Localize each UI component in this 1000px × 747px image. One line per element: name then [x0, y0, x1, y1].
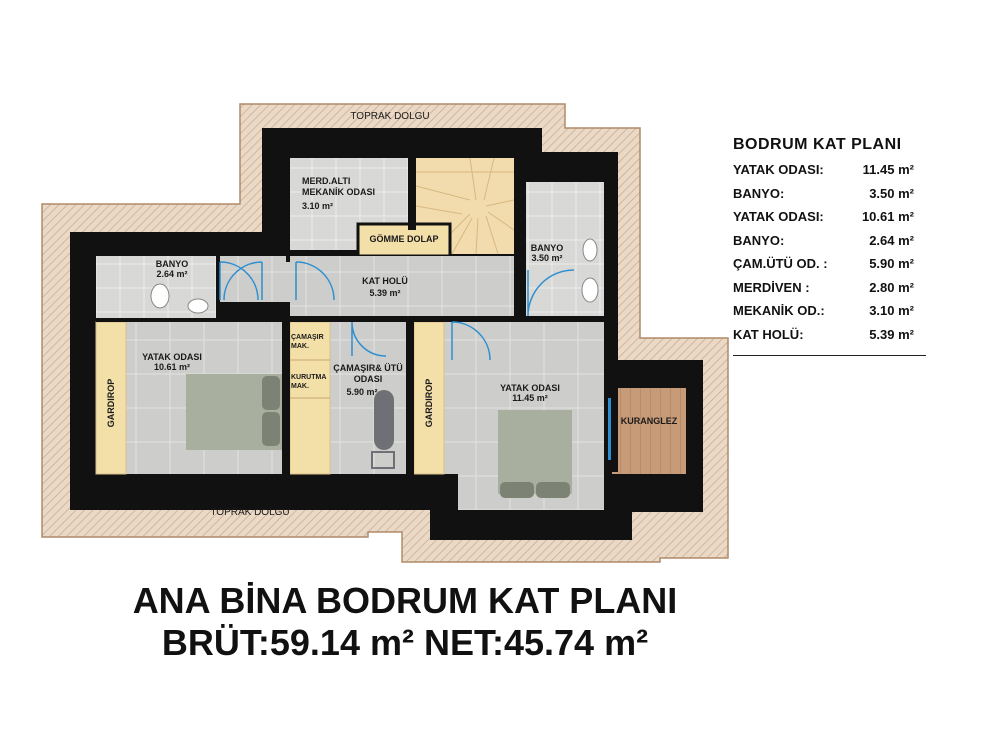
- legend-divider: [733, 355, 926, 356]
- plan-title: ANA BİNA BODRUM KAT PLANI: [132, 580, 678, 621]
- legend-row-value: 11.45 m²: [862, 162, 914, 177]
- toilet-left-icon: [151, 284, 169, 308]
- bed-left: [186, 374, 282, 450]
- sink-right-icon: [582, 278, 598, 302]
- bath-left-name: BANYO: [155, 259, 189, 269]
- legend-row-name: MEKANİK OD.:: [733, 303, 825, 318]
- bath-right-name: BANYO: [530, 243, 564, 253]
- legend-row-name: BANYO:: [733, 185, 785, 201]
- bed-right-name: YATAK ODASI: [500, 383, 560, 393]
- bed-right: [498, 410, 572, 498]
- laundry-name: ÇAMAŞIR& ÜTÜ ODASI: [333, 363, 403, 384]
- hall-name: KAT HOLÜ: [362, 276, 408, 286]
- bed-left-area: 10.61 m²: [153, 362, 191, 372]
- wardrobe-left-label: GARDIROP: [106, 378, 116, 428]
- legend-row: [733, 327, 928, 351]
- legend-row-name: KAT HOLÜ:: [733, 326, 804, 342]
- mech-room-area: 3.10 m²: [302, 201, 334, 211]
- legend-row-value: 5.90 m²: [869, 256, 914, 271]
- lightwell-floor: [612, 388, 686, 474]
- plan-area-summary: BRÜT:59.14 m² NET:45.74 m²: [161, 622, 649, 663]
- legend-row: [733, 162, 928, 186]
- laundry-area: 5.90 m²: [346, 387, 378, 397]
- legend-row-value: 3.10 m²: [869, 303, 914, 318]
- legend-row-name: YATAK ODASI:: [733, 209, 824, 224]
- lightwell-label: KURANGLEZ: [620, 416, 678, 426]
- legend-row-name: ÇAM.ÜTÜ OD. :: [733, 256, 828, 271]
- legend-row-value: 2.80 m²: [869, 279, 914, 295]
- wardrobe-right-label: GARDIROP: [424, 378, 434, 428]
- builtin-closet-label: GÖMME DOLAP: [369, 234, 439, 244]
- legend-row: [733, 256, 928, 280]
- toilet-right-icon: [583, 239, 597, 261]
- legend-row: [733, 186, 928, 210]
- legend-row: [733, 303, 928, 327]
- soil-label-bottom: TOPRAK DOLGU: [210, 507, 290, 518]
- bath-left-area: 2.64 m²: [156, 269, 188, 279]
- legend-row-name: MERDİVEN :: [733, 279, 810, 295]
- legend-row: [733, 209, 928, 233]
- washer-label: ÇAMAŞIR MAK.: [291, 334, 324, 350]
- soil-label-top: TOPRAK DOLGU: [350, 111, 430, 122]
- sink-left-icon: [188, 299, 208, 313]
- legend-row-value: 5.39 m²: [869, 326, 914, 342]
- bed-left-name: YATAK ODASI: [142, 352, 202, 362]
- legend-row: [733, 233, 928, 257]
- mech-room-name: MERD.ALTI MEKANİK ODASI: [302, 176, 376, 197]
- bed-right-area: 11.45 m²: [512, 393, 548, 403]
- bath-right-area: 3.50 m²: [531, 253, 563, 263]
- dryer-label: KURUTMA MAK.: [291, 374, 327, 390]
- legend-row-value: 10.61 m²: [861, 209, 914, 224]
- legend-row-value: 2.64 m²: [869, 232, 914, 248]
- legend-row: [733, 280, 928, 304]
- hall-area: 5.39 m²: [369, 288, 401, 298]
- legend-row-name: YATAK ODASI:: [733, 162, 824, 177]
- legend-row-value: 3.50 m²: [869, 185, 914, 201]
- area-legend: [733, 136, 928, 350]
- legend-title: BODRUM KAT PLANI: [733, 136, 902, 153]
- legend-row-name: BANYO:: [733, 232, 785, 248]
